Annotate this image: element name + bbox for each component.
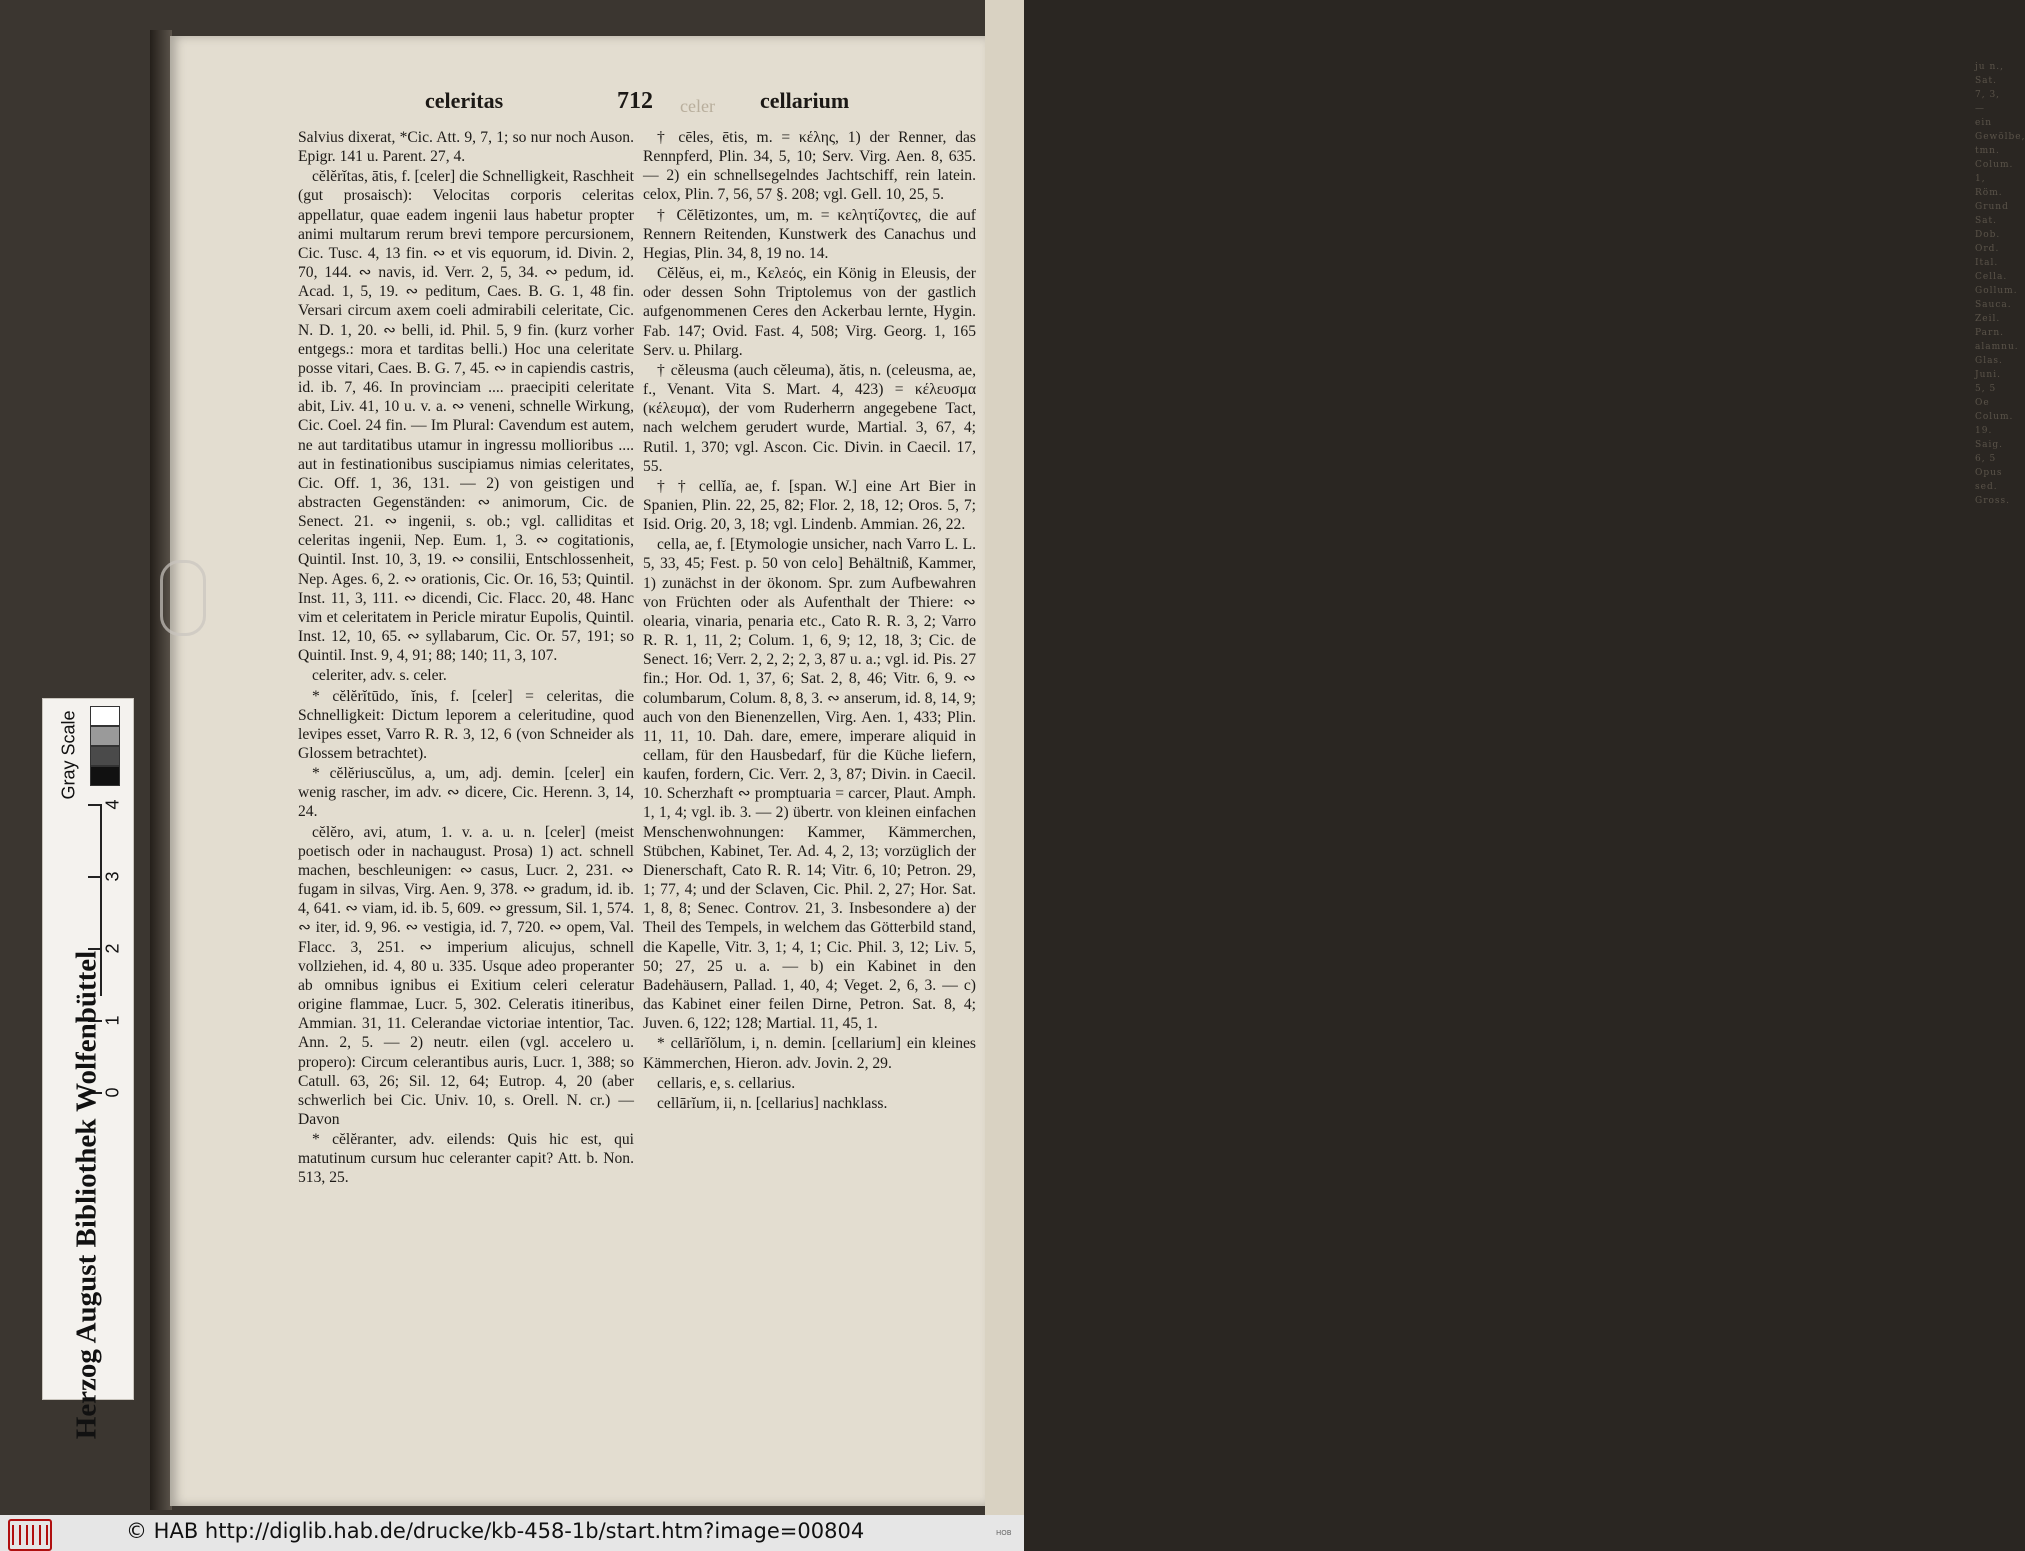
page-clip [160, 560, 206, 636]
bleed-through-header: celer [680, 96, 715, 116]
footer-bar [0, 1515, 1024, 1551]
gray-swatch [90, 706, 120, 726]
entry-continuation: Salvius dixerat, *Cic. Att. 9, 7, 1; so nur noch Auson. Epigr. 141 u. Parent. 27, 4. [298, 129, 634, 166]
entry-celeriusculus: * cĕlĕriuscŭlus, a, um, adj. demin. [celer] ein wenig rascher, im adv. ∾ dicere, Cic. Herenn. 3, 14, 24. [298, 765, 634, 821]
next-page-text-fragment: ju n., Sat. 7, 3, — ein Gewölbe, tmn. Colum. 1, Röm. Grund Sat. Dob. Ord. Ital. Cella. Gollum. Sauca. Zeil. Parn. alamnu. Glas. Juni. 5, 5 Oe Colum. 19. Saig. 6, 5 Opus sed. Gross. [1975, 62, 2025, 506]
entry-celeritas: cĕlĕrĭtas, ātis, f. [celer] die Schnelligkeit, Raschheit (gut prosaisch): Velocitas corporis celeritas appellatur, quae eadem ingenii laus habetur propter animi multarum rerum brevi tempore percursionem, Cic. Tusc. 4, 13 fin. ∾ et vis equorum, id. Divin. 2, 70, 144. ∾ navis, id. Verr. 2, 5, 34. ∾ pedum, id. Acad. 1, 5, 19. ∾ peditum, Caes. B. G. 1, 48 fin. Versari circum axem coeli admirabili celeritate, Cic. N. D. 1, 20. ∾ belli, id. Phil. 5, 9 fin. (kurz vorher entgegs.: mora et tarditas belli.) Hoc una celeritate posse vitari, Caes. B. G. 7, 45. ∾ in capiendis castris, id. ib. 7, 46. In provinciam .... praecipiti celeritate abit, Liv. 41, 10 u. v. a. ∾ veneni, schnelle Wirkung, Cic. Coel. 24 fin. — Im Plural: Cavendum est autem, ne aut tarditatibus utamur in ingressu mollioribus .... aut in festinationibus suscipiamus nimias celeritates, Cic. Off. 1, 36, 131. — 2) von geistigen und abstracten Gegenständen: ∾ animorum, Cic. de Senect. 21. ∾ ingenii, s. ob.; vgl. calliditas et celeritas ingenii, Nep. Eum. 1, 3. ∾ cogitationis, Quintil. Inst. 10, 3, 19. ∾ consilii, Entschlossenheit, Nep. Ages. 6, 2. ∾ orationis, Cic. Or. 16, 53; Quintil. Inst. 11, 3, 111. ∾ dicendi, Cic. Flacc. 20, 48. Hanc vim et celeritatem in Pericle miratur Eupolis, Quintil. Inst. 12, 10, 65. ∾ syllabarum, Cic. Or. 57, 191; so Quintil. Inst. 9, 4, 91; 88; 140; 11, 3, 107. [298, 168, 634, 665]
left-column [298, 128, 634, 1189]
footer-mark: HOB [996, 1529, 1012, 1537]
ruler-tick-label: 3 [102, 871, 123, 882]
institution-label-box [52, 950, 122, 1440]
entry-cellariolum: * cellārĭŏlum, i, n. demin. [cellarium] ein kleines Kämmerchen, Hieron. adv. Jovin. 2, 29. [643, 1035, 976, 1072]
entry-cellia: † † cellĭa, ae, f. [span. W.] eine Art Bier in Spanien, Plin. 22, 25, 82; Flor. 2, 18, 12; Oros. 5, 7; Isid. Orig. 20, 3, 18; vgl. Lindenb. Ammian. 26, 22. [643, 477, 976, 534]
gray-scale-label-box [54, 710, 84, 800]
ruler-tick-label: 4 [102, 799, 123, 810]
ruler-tick-label: 0 [102, 1087, 123, 1098]
ruler-tick-label: 2 [102, 943, 123, 954]
header-left-word: celeritas [425, 88, 504, 113]
next-page-edge [985, 0, 2025, 1515]
gray-swatch [90, 726, 120, 746]
entry-celetizontes: † Cĕlētizontes, um, m. = κελητίζοντες, die auf Rennern Reitenden, Kunstwerk des Canachus und Hegias, Plin. 34, 8, 19 no. 14. [643, 206, 976, 262]
gray-scale-swatches [90, 706, 120, 806]
page-number: 712 [617, 88, 653, 114]
right-column [643, 128, 976, 1114]
entry-celes: † cēles, ētis, m. = κέλης, 1) der Renner, das Rennpferd, Plin. 34, 5, 10; Serv. Virg. Aen. 8, 635. — 2) ein schnellsegelndes Jachtschiff, rein latein. celox, Plin. 7, 56, 57 §. 208; vgl. Gell. 10, 25, 5. [643, 129, 976, 204]
entry-cellarium: cellārĭum, ii, n. [cellarius] nachklass. [657, 1094, 888, 1112]
institution-label: Herzog August Bibliothek Wolfenbüttel [70, 950, 103, 1440]
gray-scale-label: Gray Scale [58, 710, 79, 800]
ruler-tick-label: 1 [102, 1015, 123, 1026]
entry-celeus: Cĕlĕus, ei, m., Κελεός, ein König in Eleusis, der oder dessen Sohn Triptolemus von der gastlich aufgenommenen Ceres den Ackerbau lernte, Hygin. Fab. 147; Ovid. Fast. 4, 508; Virg. Georg. 1, 165 Serv. u. Philarg. [643, 265, 976, 359]
entry-cella: cella, ae, f. [Etymologie unsicher, nach Varro L. L. 5, 33, 45; Fest. p. 50 von celo] Behältniß, Kammer, 1) zunächst in der ökonom. Spr. zum Aufbewahren von Früchten oder als Aufenthalt der Thiere: ∾ olearia, vinaria, penaria etc., Cato R. R. 3, 2; Varro R. R. 1, 11, 2; Colum. 1, 6, 9; 12, 18, 3; Cic. de Senect. 16; Verr. 2, 2, 2; 2, 3, 87 u. a.; vgl. id. Pis. 27 fin.; Hor. Od. 1, 37, 6; Sat. 2, 8, 46; Vitr. 6, 9. ∾ columbarum, Colum. 8, 8, 3. ∾ anserum, id. 8, 14, 9; auch von den Bienenzellen, Virg. Aen. 1, 433; Plin. 11, 11, 10. Dah. dare, emere, imperare aliquid in cellam, für den Hausbedarf, für die Küche liefern, kaufen, fordern, Cic. Verr. 2, 3, 87; Divin. in Caecil. 10. Scherzhaft ∾ promptuaria = carcer, Plaut. Amph. 1, 1, 4; vgl. ib. 3. — 2) übertr. von kleinen einfachen Menschenwohnungen: Kammer, Kämmerchen, Stübchen, Kabinet, Ter. Ad. 4, 2, 13; vorzüglich der Dienerschaft, Cato R. R. 14; Vitr. 6, 10; Petron. 29, 1; 77, 4; und der Sclaven, Cic. Phil. 2, 27; Hor. Sat. 1, 8, 8; Senec. Controv. 21, 3. Insbesondere a) der Theil des Tempels, in welchem das Götterbild stand, die Kapelle, Vitr. 3, 1; 4, 1; Cic. Phil. 3, 12; Liv. 5, 50; 27, 25 u. a. — b) ein Kabinet in den Badehäusern, Pallad. 1, 40, 4; Veget. 2, 6, 3. — c) das Kabinet einer feilen Dirne, Petron. Sat. 8, 4; Juven. 6, 122; 128; Martial. 11, 45, 1. [643, 536, 976, 1033]
entry-celero: cĕlĕro, avi, atum, 1. v. a. u. n. [celer] (meist poetisch oder in nachaugust. Prosa) 1) act. schnell machen, beschleunigen: ∾ casus, Lucr. 2, 231. ∾ fugam in silvas, Virg. Aen. 9, 378. ∾ gradum, id. ib. 4, 641. ∾ viam, id. ib. 5, 609. ∾ gressum, Sil. 1, 574. ∾ iter, id. 9, 96. ∾ vestigia, id. 7, 720. ∾ opem, Val. Flacc. 3, 251. ∾ imperium alicujus, schnell vollziehen, id. 4, 80 u. 335. Usque adeo properanter ab omnibus ignibus ei Exitium celeri celeratur origine flammae, Lucr. 5, 302. Celeratis itineribus, Ammian. 31, 11. Celerandae victoriae intentior, Tac. Ann. 2, 5. — 2) neutr. eilen (vgl. accelero u. propero): Circum celerantibus auris, Lucr. 1, 388; so Catull. 63, 26; Sil. 12, 64; Eutrop. 4, 20 (aber schwerlich bei Cic. Univ. 10, s. Orell. N. cr.) — Davon [298, 823, 634, 1128]
entry-celeranter: * cĕlĕranter, adv. eilends: Quis hic est, qui matutinum cursum huc celeranter capit? Att. b. Non. 513, 25. [298, 1131, 634, 1187]
gray-swatch [90, 766, 120, 786]
hab-logo-icon [8, 1519, 52, 1551]
entry-cellaris: cellaris, e, s. cellarius. [657, 1074, 796, 1092]
footer-copyright-link[interactable]: © HAB http://diglib.hab.de/drucke/kb-458-1b/start.htm?image=00804 [126, 1519, 865, 1543]
page-gutter-shadow [150, 30, 172, 1510]
entry-celeriter: celeriter, adv. s. celer. [312, 667, 447, 685]
ruler-tick-mark [88, 876, 102, 878]
ruler-tick-mark [88, 804, 102, 806]
entry-celeritudo: * cĕlĕrĭtūdo, ĭnis, f. [celer] = celeritas, die Schnelligkeit: Dictum leporem a celeritudine, quod levipes esset, Varro R. R. 3, 12, 6 (von Schneider als Glossem betrachtet). [298, 687, 634, 762]
entry-celeusma: † cĕleusma (auch cĕleuma), ătis, n. (celeusma, ae, f., Venant. Vita S. Mart. 4, 423) = κέλευσμα (κέλευμα), der vom Ruderherrn angegebene Tact, nach welchem gerudert wurde, Martial. 3, 67, 4; Rutil. 1, 370; vgl. Ascon. Cic. Divin. in Caecil. 17, 55. [643, 361, 976, 475]
header-right-word: cellarium [760, 88, 850, 113]
gray-swatch [90, 746, 120, 766]
ruler-tick-mark [88, 948, 102, 950]
